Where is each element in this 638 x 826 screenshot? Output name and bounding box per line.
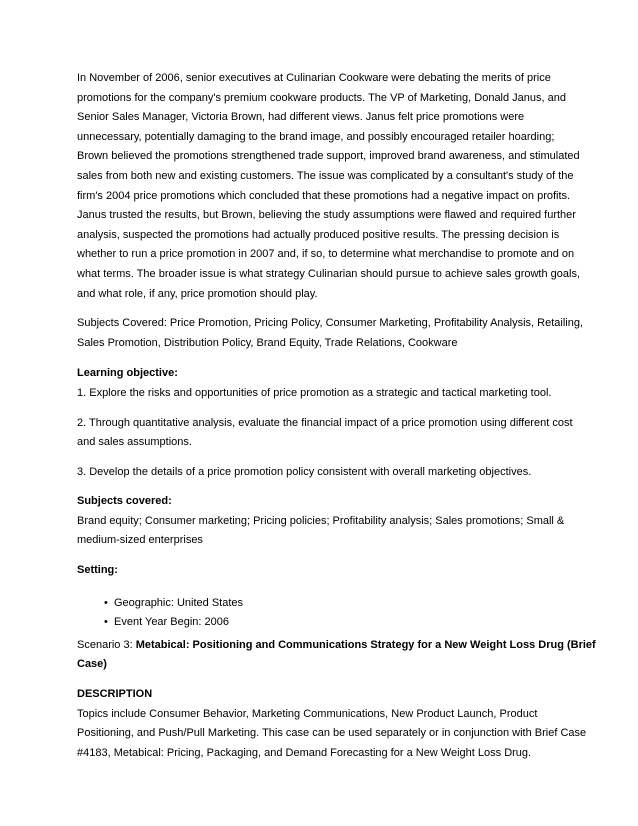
setting-list [77, 594, 567, 633]
text-line: sales from both new and existing customers. The issue was complicated by a consultant's study of the [77, 169, 574, 182]
description-section [77, 685, 587, 763]
subjects-heading: Subjects covered: [77, 495, 172, 508]
text-line: and what role, if any, price promotion should play. [77, 287, 318, 300]
list-item [77, 594, 567, 614]
setting-section [77, 561, 567, 633]
text-line: #4183, Metabical: Pricing, Packaging, and Demand Forecasting for a New Weight Loss Drug. [77, 746, 532, 759]
subjects-covered-paragraph [77, 314, 583, 353]
learning-objective-heading: Learning objective: [77, 367, 178, 380]
subjects-section [77, 492, 567, 551]
text-line: analysis, suspected the promotions had actually produced positive results. The pressing decision is [77, 228, 560, 241]
scenario-title: Metabical: Positioning and Communications Strategy for a New Weight Loss Drug (Brief [135, 638, 596, 651]
text-line: Sales Promotion, Distribution Policy, Brand Equity, Trade Relations, Cookware [77, 336, 458, 349]
text-line: and sales assumptions. [77, 436, 192, 449]
intro-paragraph [77, 69, 581, 304]
text-line: Brown believed the promotions strengthened trade support, improved brand awareness, and stimulated [77, 150, 580, 163]
objective-3 [77, 463, 567, 483]
setting-item-label: Geographic: United States [114, 596, 244, 609]
text-line: In November of 2006, senior executives at Culinarian Cookware were debating the merits of price [77, 72, 551, 84]
text-line: what terms. The broader issue is what strategy Culinarian should pursue to achieve sales growth goals, [77, 267, 581, 280]
text-line: whether to run a price promotion in 2007 and, if so, to determine what merchandise to promote and on [77, 248, 575, 261]
text-line: firm's 2004 price promotions which concluded that these promotions had a negative impact on profits. [77, 189, 571, 202]
setting-heading: Setting: [77, 564, 118, 577]
scenario-prefix: Scenario 3: [77, 638, 136, 651]
document-page [77, 69, 596, 763]
text-line: Subjects Covered: Price Promotion, Pricing Policy, Consumer Marketing, Profitability Analysis, Retailing, [77, 317, 583, 330]
learning-objective-section [77, 364, 567, 403]
scenario-heading [77, 636, 596, 675]
text-line: Janus trusted the results, but Brown, believing the study assumptions were flawed and required further [77, 209, 576, 222]
description-heading: DESCRIPTION [77, 688, 153, 701]
text-line: Positioning, and Push/Pull Marketing. This case can be used separately or in conjunction with Brief Case [77, 727, 587, 740]
text-line: 2. Through quantitative analysis, evaluate the financial impact of a price promotion using different cost [77, 416, 573, 429]
setting-item-label: Event Year Begin: 2006 [114, 616, 229, 629]
objective-1: 1. Explore the risks and opportunities of price promotion as a strategic and tactical marketing tool. [77, 386, 552, 399]
bullet-icon: • [104, 616, 108, 629]
scenario-title-cont: Case) [77, 658, 107, 671]
text-line: Senior Sales Manager, Victoria Brown, had different views. Janus felt price promotions were [77, 111, 525, 124]
text-line: unnecessary, potentially damaging to the brand image, and possibly encouraged retailer hoarding; [77, 130, 555, 143]
text-line: Topics include Consumer Behavior, Marketing Communications, New Product Launch, Product [77, 707, 538, 720]
text-line: 3. Develop the details of a price promotion policy consistent with overall marketing objectives. [77, 465, 532, 478]
text-line: medium-sized enterprises [77, 534, 203, 547]
objective-2 [77, 414, 573, 453]
text-line: promotions for the company's premium cookware products. The VP of Marketing, Donald Janus, and [77, 91, 566, 104]
bullet-icon: • [104, 596, 108, 609]
text-line: Brand equity; Consumer marketing; Pricing policies; Profitability analysis; Sales promotions; Small & [77, 514, 565, 527]
list-item [77, 613, 567, 633]
